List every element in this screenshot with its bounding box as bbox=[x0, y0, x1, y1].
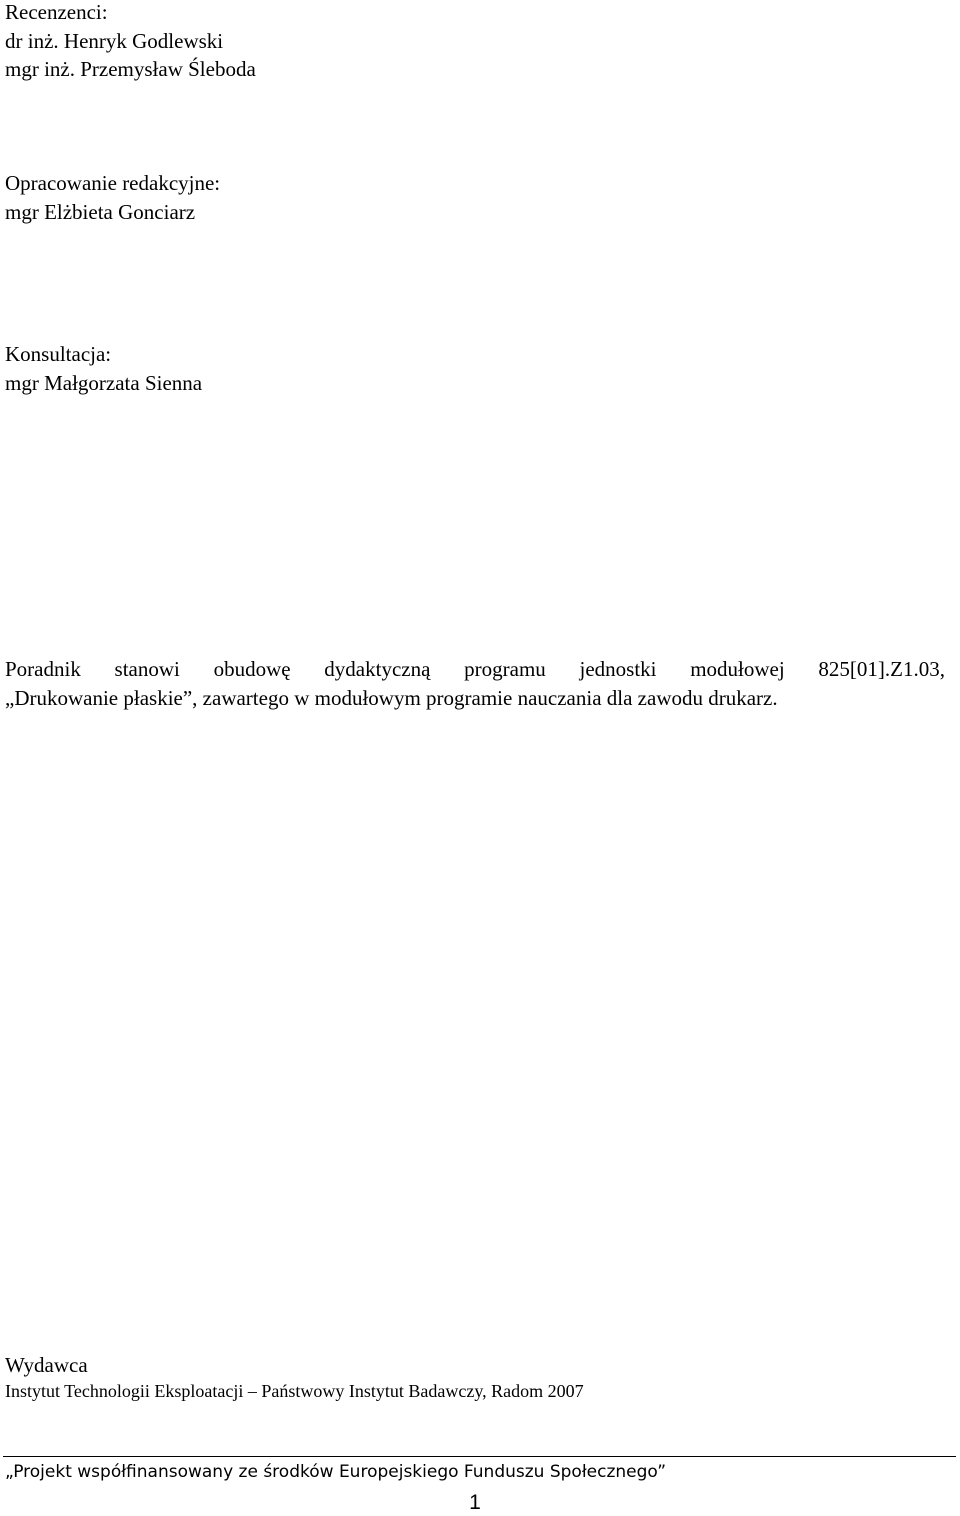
consultant-name: mgr Małgorzata Sienna bbox=[5, 370, 203, 395]
description-line: „Drukowanie płaskie”, zawartego w modułowym programie nauczania dla zawodu drukarz. bbox=[5, 685, 778, 710]
reviewers-label: Recenzenci: bbox=[5, 0, 108, 24]
footer-funding-note: „Projekt współfinansowany ze środków Europejskiego Funduszu Społecznego” bbox=[5, 1462, 667, 1482]
description-paragraph bbox=[5, 655, 945, 712]
footer-divider bbox=[3, 1456, 956, 1457]
publisher-label: Wydawca bbox=[5, 1353, 88, 1377]
reviewer-name: dr inż. Henryk Godlewski bbox=[5, 28, 224, 53]
consultation-section bbox=[5, 340, 202, 397]
description-line: Poradnik stanowi obudowę dydaktyczną programu jednostki modułowej 825[01].Z1.03, bbox=[5, 657, 945, 681]
reviewers-section bbox=[5, 0, 256, 84]
reviewer-name: mgr inż. Przemysław Śleboda bbox=[5, 57, 256, 81]
editor-name: mgr Elżbieta Gonciarz bbox=[5, 199, 196, 224]
page-number: 1 bbox=[469, 1491, 481, 1514]
editorial-label: Opracowanie redakcyjne: bbox=[5, 171, 221, 195]
editorial-section bbox=[5, 169, 220, 226]
publisher-name: Instytut Technologii Eksploatacji – Państwowy Instytut Badawczy, Radom 2007 bbox=[5, 1381, 584, 1401]
consultation-label: Konsultacja: bbox=[5, 342, 112, 366]
